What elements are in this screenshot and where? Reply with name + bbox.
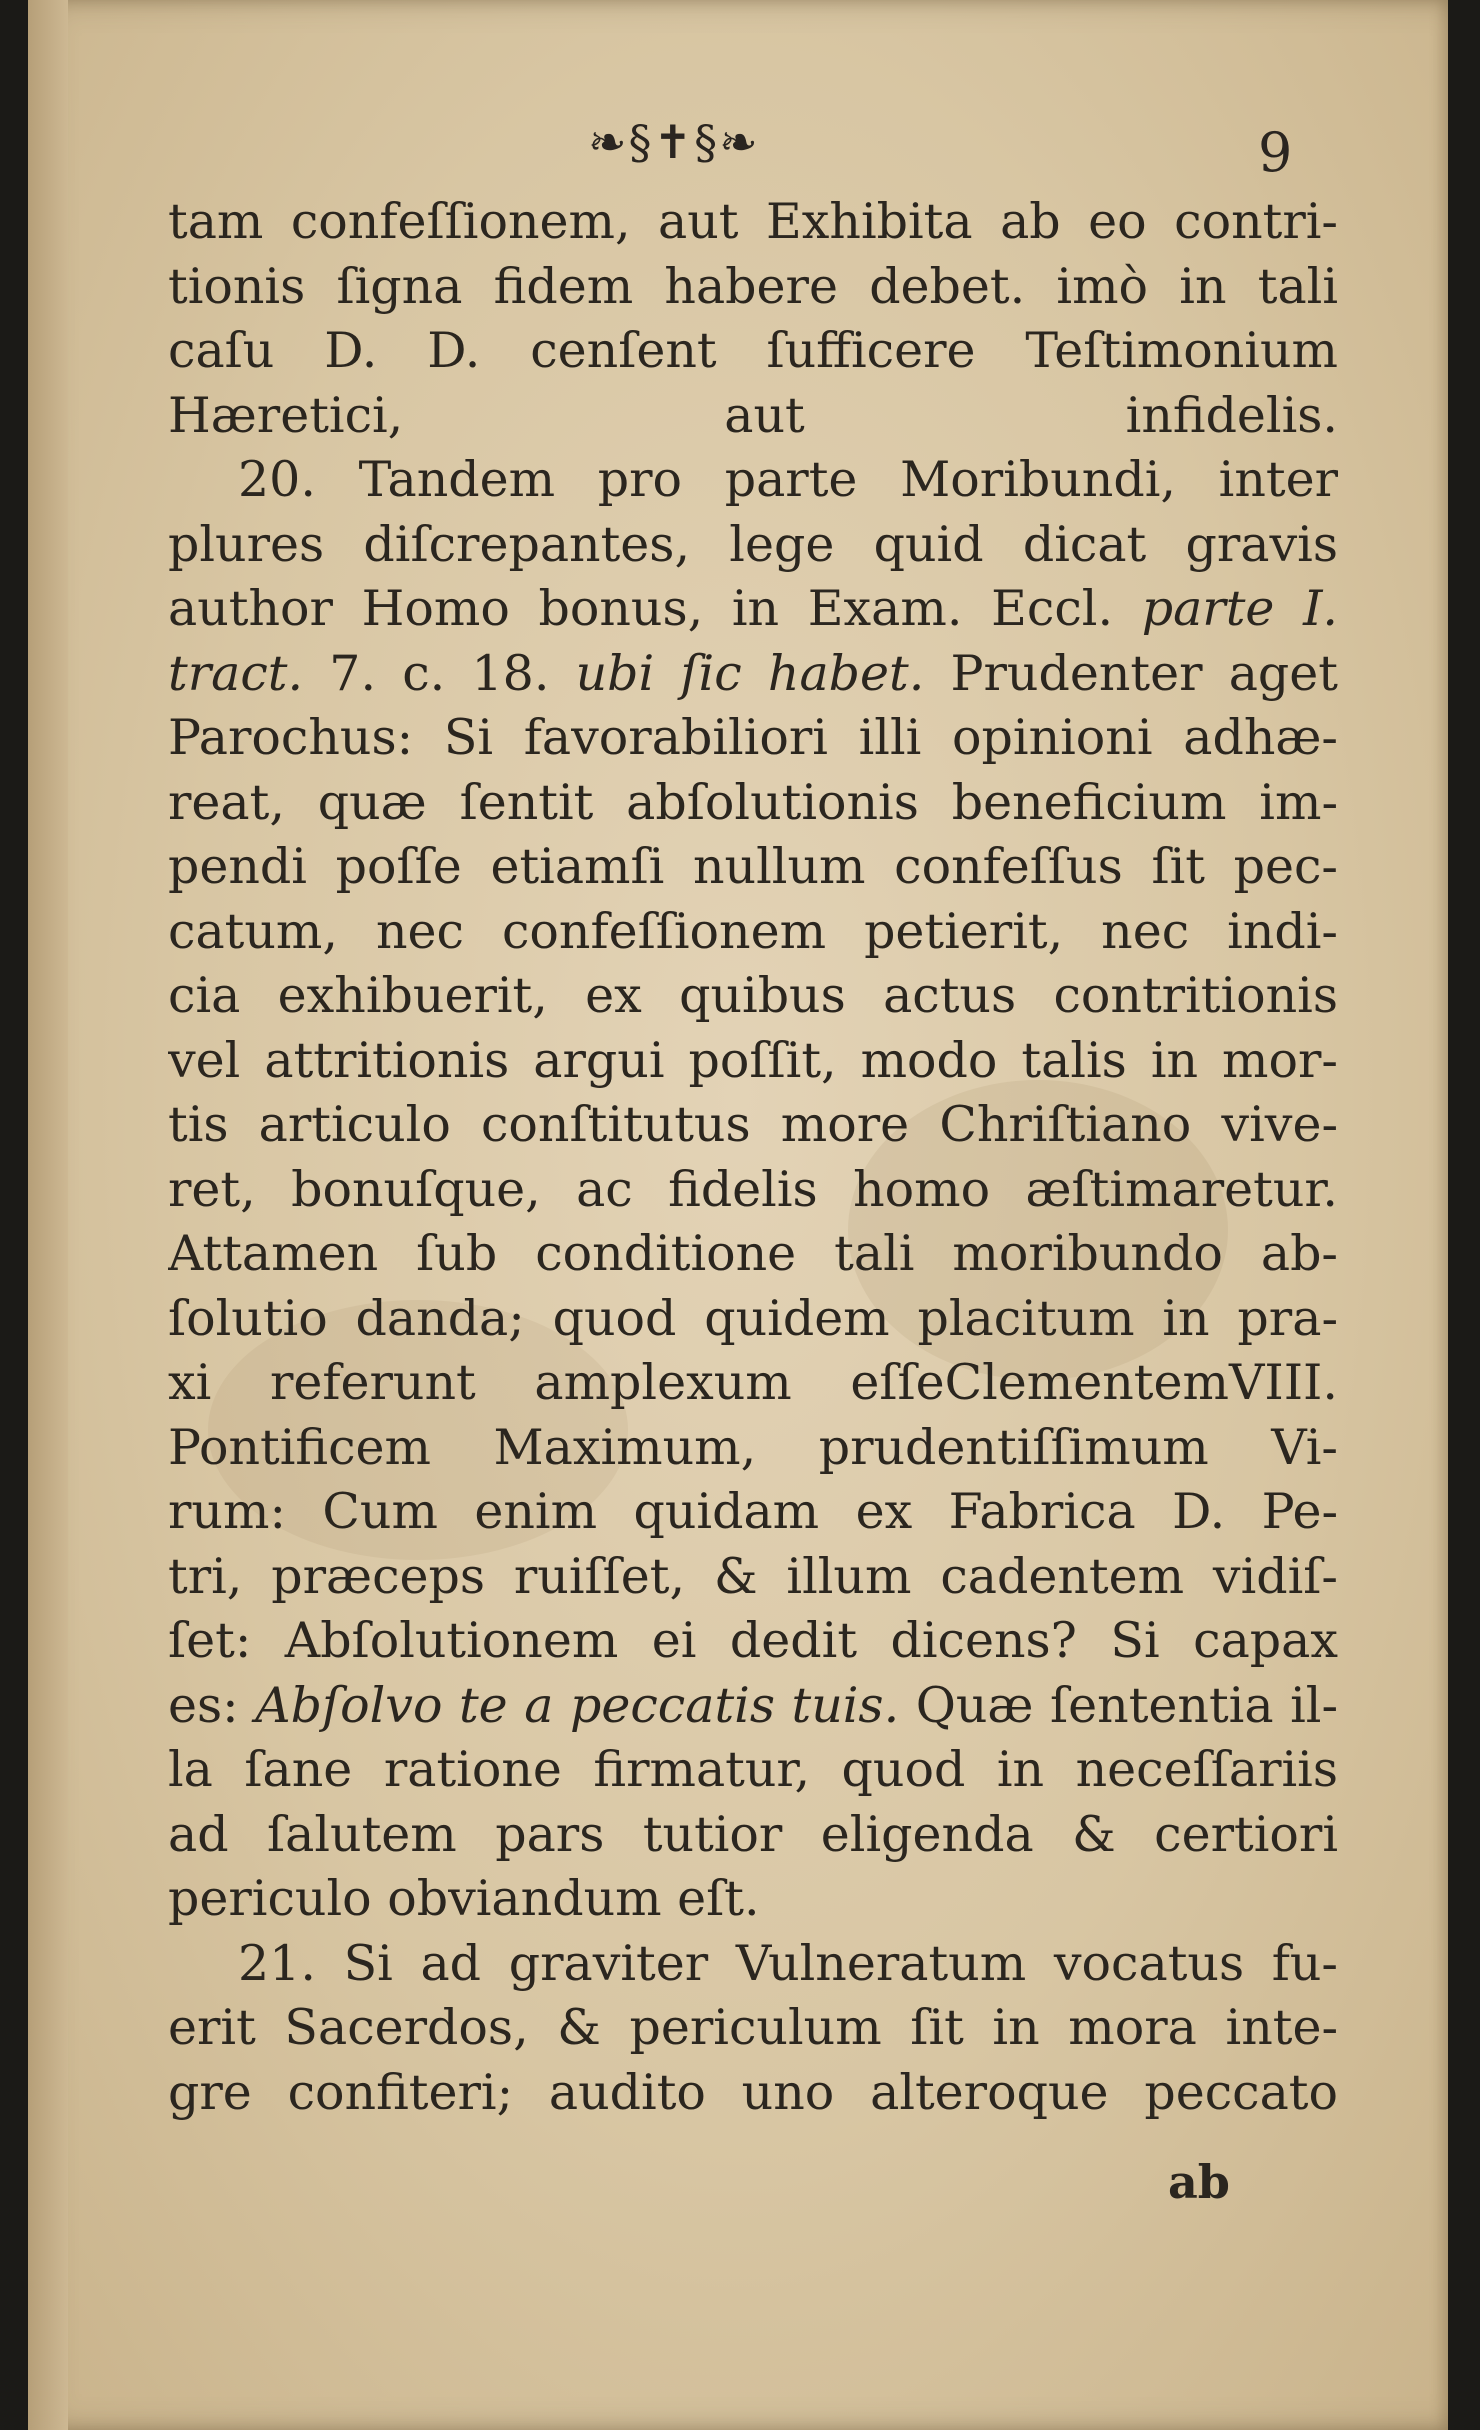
catchword: ab [1168, 2155, 1230, 2209]
text-line: tam confeſſionem, aut Exhibita ab eo contri- [168, 193, 1338, 250]
book-page [28, 0, 1448, 2430]
page-header [28, 115, 1448, 185]
text-line: author Homo bonus, in Exam. Eccl. parte I. [168, 580, 1338, 637]
text-line: ret, bonuſque, ac fidelis homo æſtimaretur. [168, 1160, 1338, 1218]
header-ornament: ❧§✝§❧ [588, 115, 760, 169]
text-line: es: Abſolvo te a peccatis tuis. Quæ ſententia il- [168, 1676, 1338, 1734]
text-line: tis articulo conſtitutus more Chriſtiano vive- [168, 1096, 1338, 1153]
page-number: 9 [1258, 121, 1293, 184]
text-line: tionis ſigna fidem habere debet. imò in tali [168, 257, 1338, 315]
text-line: cia exhibuerit, ex quibus actus contritionis [168, 967, 1338, 1024]
text-line: ſolutio danda; quod quidem placitum in pra- [168, 1289, 1338, 1347]
text-line: Attamen ſub conditione tali moribundo ab- [168, 1225, 1338, 1282]
text-line: tract. 7. c. 18. ubi ſic habet. Prudenter aget [168, 644, 1338, 702]
text-line: Parochus: Si favorabiliori illi opinioni adhæ- [168, 709, 1338, 766]
page-gutter [28, 0, 68, 2430]
body-text [168, 190, 1338, 2125]
text-line: periculo obviandum eſt. [168, 1870, 760, 1927]
text-line: ſet: Abſolutionem ei dedit dicens? Si capax [168, 1612, 1338, 1669]
text-line: tri, præceps ruiſſet, & illum cadentem vidiſ- [168, 1547, 1338, 1605]
text-line: ad ſalutem pars tutior eligenda & certiori [168, 1805, 1338, 1863]
text-line: reat, quæ ſentit abſolutionis beneficium im- [168, 773, 1338, 831]
text-line: gre confiteri; audito uno alteroque peccato [168, 2063, 1338, 2121]
text-line: plures diſcrepantes, lege quid dicat gravis [168, 515, 1338, 573]
text-line: xi referunt amplexum eſſeClementemVIII. [168, 1354, 1338, 1411]
text-line: Pontificem Maximum, prudentiſſimum Vi- [168, 1418, 1338, 1476]
text-line: caſu D. D. cenſent ſufficere Teſtimonium [168, 322, 1338, 379]
text-line: rum: Cum enim quidam ex Fabrica D. Pe- [168, 1483, 1338, 1540]
text-line: erit Sacerdos, & periculum ſit in mora inte- [168, 1999, 1338, 2056]
text-line: 20. Tandem pro parte Moribundi, inter [238, 451, 1338, 508]
text-line: catum, nec confeſſionem petierit, nec indi- [168, 902, 1338, 960]
text-line: la ſane ratione firmatur, quod in neceſſariis [168, 1741, 1338, 1798]
text-line: pendi poſſe etiamſi nullum confeſſus ſit pec- [168, 838, 1338, 895]
text-line: vel attritionis argui poſſit, modo talis in mor- [168, 1031, 1338, 1089]
text-line: Hæretici, aut infidelis. [168, 386, 1338, 444]
text-line: 21. Si ad graviter Vulneratum vocatus fu- [238, 1934, 1338, 1992]
